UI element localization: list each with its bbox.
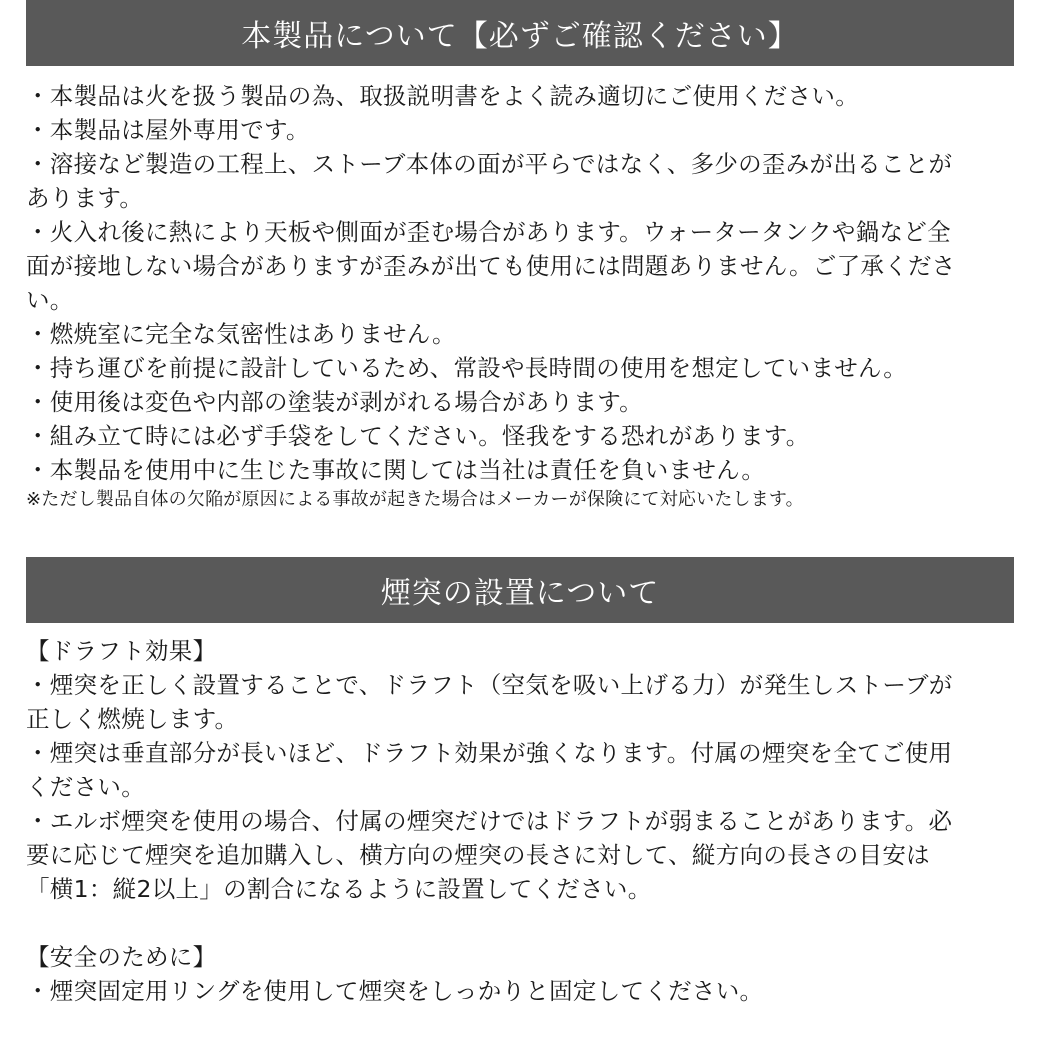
spacer [26,906,1016,940]
notice-line: い。 [26,286,74,314]
notice-line: ・本製品は火を扱う製品の為、取扱説明書をよく読み適切にご使用ください。 [26,82,859,110]
section-title: 煙突の設置について [380,576,660,611]
notice-line: ・組み立て時には必ず手袋をしてください。怪我をする恐れがあります。 [26,422,810,450]
chimney-body [26,634,1016,1008]
product-notice-body [26,79,1016,513]
section-title: 本製品について【必ずご確認ください】 [241,19,799,54]
draft-line: ・煙突は垂直部分が長いほど、ドラフト効果が強くなります。付属の煙突を全てご使用 [26,739,953,767]
draft-heading: 【ドラフト効果】 [26,637,217,665]
notice-line: ・本製品は屋外専用です。 [26,116,310,144]
notice-line: ・使用後は変色や内部の塗装が剥がれる場合があります。 [26,388,643,416]
liability-note: ※ただし製品自体の欠陥が原因による事故が起きた場合はメーカーが保険にて対応いたします。 [26,489,804,510]
notice-line: ・火入れ後に熱により天板や側面が歪む場合があります。ウォータータンクや鍋など全 [26,218,951,246]
notice-line: ・持ち運びを前提に設計しているため、常設や長時間の使用を想定していません。 [26,354,908,382]
section-header-product-notice [26,0,1014,66]
draft-line: ・煙突を正しく設置することで、ドラフト（空気を吸い上げる力）が発生しストーブが [26,671,953,699]
draft-line: 正しく燃焼します。 [26,705,239,733]
section-header-chimney [26,557,1014,623]
safety-line: ・煙突固定用リングを使用して煙突をしっかりと固定してください。 [26,977,764,1005]
draft-line: 要に応じて煙突を追加購入し、横方向の煙突の長さに対して、縦方向の長さの目安は [26,841,930,869]
notice-line: ・本製品を使用中に生じた事故に関しては当社は責任を負いません。 [26,456,766,484]
draft-line: ください。 [26,773,145,801]
notice-line: ・燃焼室に完全な気密性はありません。 [26,320,456,348]
notice-line: あります。 [26,184,144,212]
safety-heading: 【安全のために】 [26,943,217,971]
draft-line: ・エルボ煙突を使用の場合、付属の煙突だけではドラフトが弱まることがあります。必 [26,807,953,835]
notice-line: ・溶接など製造の工程上、ストーブ本体の面が平らではなく、多少の歪みが出ることが [26,150,953,178]
notice-line: 面が接地しない場合がありますが歪みが出ても使用には問題ありません。ご了承くださ [26,252,956,280]
draft-line: 「横1：縦2以上」の割合になるように設置してください。 [26,875,652,903]
